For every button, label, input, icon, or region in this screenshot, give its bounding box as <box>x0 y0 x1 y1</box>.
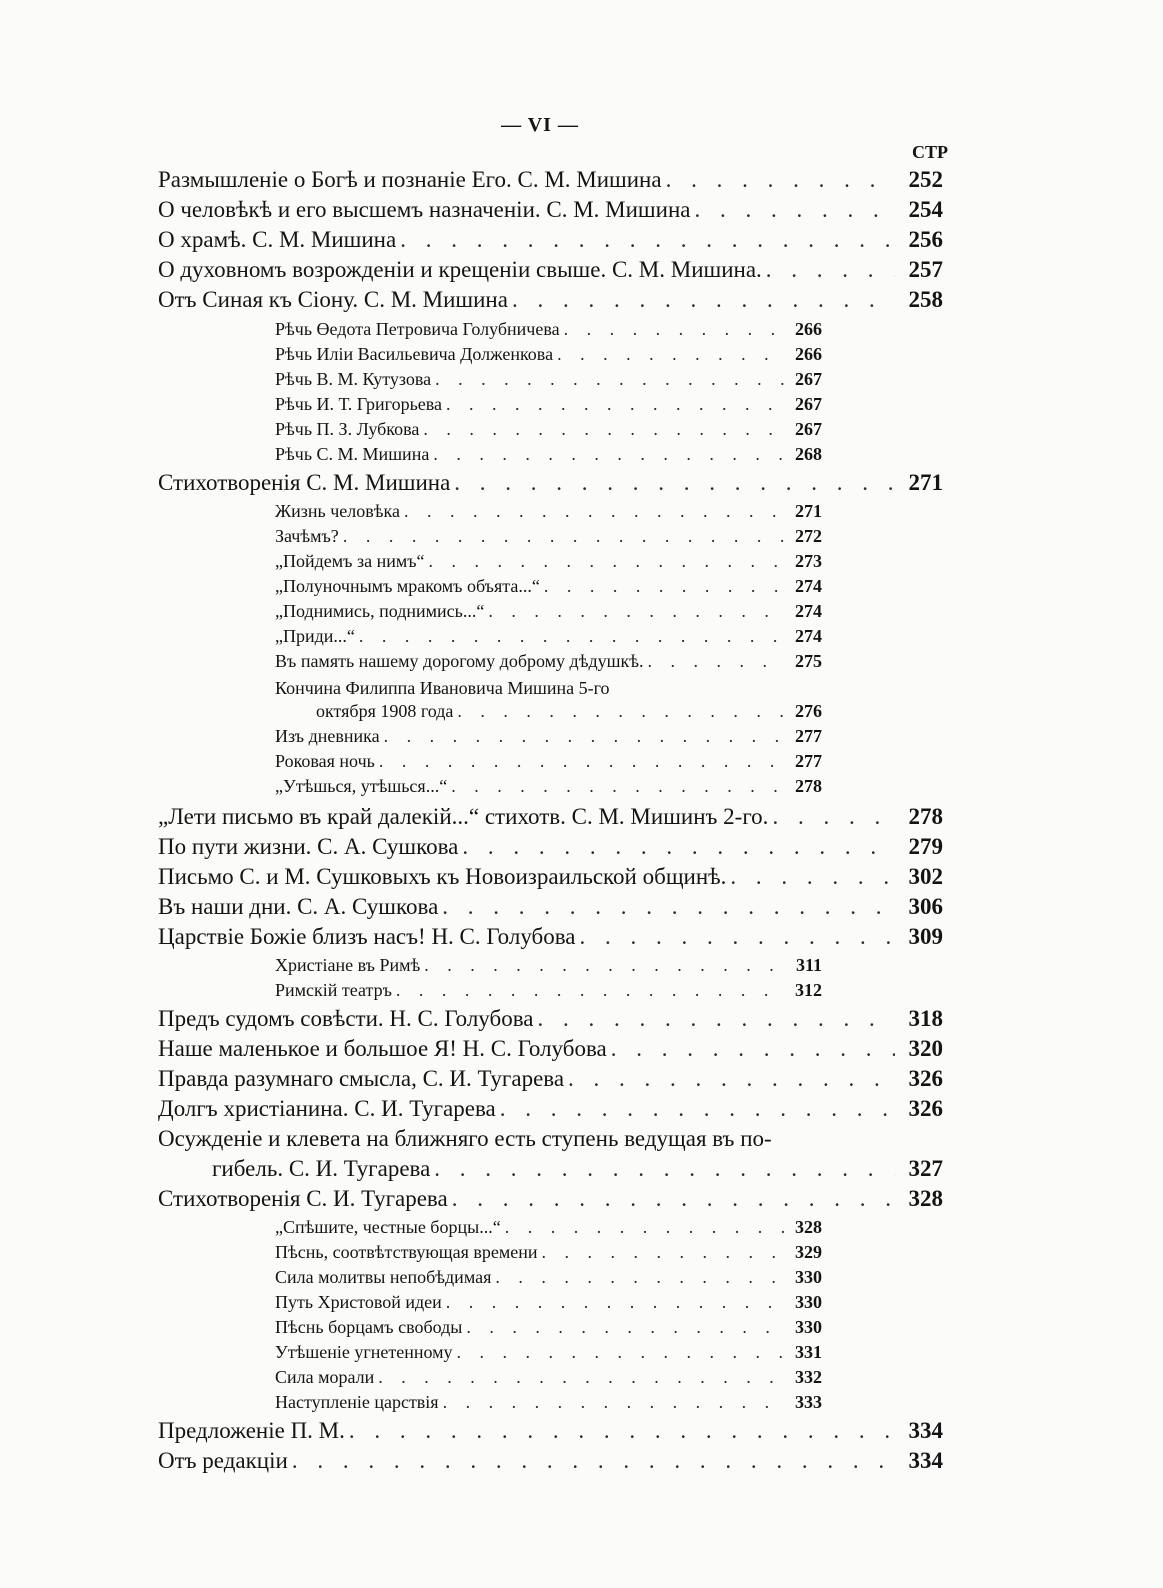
toc-subentry-title: Зачѣмъ? <box>275 526 339 546</box>
toc-subentry-page: 330 <box>795 1317 822 1337</box>
toc-entry-title: Царствіе Божіе близъ насъ! Н. С. Голубова <box>158 924 576 949</box>
toc-subentry[interactable] <box>275 501 822 526</box>
toc-subentry-title: Рѣчь Өедота Петровича Голубничева <box>275 319 560 339</box>
toc-subentry-title: Наступленіе царствія <box>275 1392 439 1412</box>
leader-dots <box>512 287 895 313</box>
leader-dots <box>648 651 784 672</box>
toc-subentry-page: 276 <box>795 701 822 721</box>
toc-entry-title: Долгъ христіанина. С. И. Тугарева <box>158 1096 496 1121</box>
toc-subentry-title: Рѣчь И. Т. Григорьева <box>275 394 443 414</box>
toc-subentry[interactable] <box>275 1342 822 1367</box>
toc-entry[interactable] <box>158 227 943 257</box>
toc-subentry[interactable] <box>275 444 822 469</box>
toc-subentry[interactable] <box>275 726 822 751</box>
leader-dots <box>666 167 895 193</box>
toc-entry[interactable] <box>158 924 943 954</box>
leader-dots <box>557 344 784 365</box>
toc-subentry-page: 274 <box>795 576 822 596</box>
toc-subentry[interactable] <box>316 701 822 726</box>
toc-subentry[interactable] <box>275 1367 822 1392</box>
leader-dots <box>433 444 784 465</box>
toc-subentry[interactable] <box>275 1292 822 1317</box>
leader-dots <box>343 526 784 547</box>
toc-subentry-title: Христіане въ Римѣ <box>275 955 421 975</box>
toc-subentry-title[interactable]: Кончина Филиппа Ивановича Мишина 5-го <box>275 678 610 698</box>
toc-subentry-page: 274 <box>795 601 822 621</box>
toc-entry-page: 326 <box>908 1096 943 1121</box>
toc-subentry-page: 271 <box>795 501 822 521</box>
leader-dots <box>505 1217 784 1238</box>
toc-entry[interactable] <box>158 257 943 287</box>
toc-subentry-page: 267 <box>795 419 822 439</box>
toc-entry-page: 279 <box>908 834 943 859</box>
toc-entry[interactable] <box>158 1448 943 1478</box>
toc-subentry-title: Рѣчь В. М. Кутузова <box>275 369 432 389</box>
toc-subentry-title: Пѣснь, соотвѣтствующая времени <box>275 1242 538 1262</box>
toc-subentry-page: 273 <box>795 551 822 571</box>
toc-entry-title: О храмѣ. С. М. Мишина <box>158 227 397 252</box>
toc-entry-title: Стихотворенія С. И. Тугарева <box>158 1186 448 1211</box>
toc-subentry-page: 311 <box>795 955 822 975</box>
leader-dots <box>400 227 895 253</box>
toc-entry[interactable] <box>158 287 943 317</box>
leader-dots <box>564 319 784 340</box>
toc-entry[interactable] <box>212 1156 943 1186</box>
leader-dots <box>466 1317 784 1338</box>
toc-entry-page: 252 <box>908 167 943 192</box>
toc-subentry[interactable] <box>275 1217 822 1242</box>
leader-dots <box>378 1367 784 1388</box>
toc-subentry[interactable] <box>275 419 822 444</box>
toc-entry-title: „Лети письмо въ край далекій...“ стихотв. С. М. Мишинъ 2-го. <box>158 804 769 829</box>
toc-entry-page: 328 <box>908 1186 943 1211</box>
toc-entry-page: 254 <box>908 197 943 222</box>
leader-dots <box>292 1448 895 1474</box>
toc-entry-title[interactable]: Осужденіе и клевета на ближняго есть ступень ведущая въ по- <box>158 1126 772 1151</box>
toc-subentry-page: 274 <box>795 626 822 646</box>
toc-entry[interactable] <box>158 197 943 227</box>
toc-subentry-page: 277 <box>795 726 822 746</box>
toc-entry[interactable] <box>158 894 943 924</box>
toc-entry-title: Размышленіе о Богѣ и познаніе Его. С. М. Мишина <box>158 167 662 192</box>
toc-subentry-title: Путь Христовой идеи <box>275 1292 442 1312</box>
toc-subentry-page: 330 <box>795 1292 822 1312</box>
toc-entry-title: Предложеніе П. М. <box>158 1418 345 1443</box>
toc-subentry-page: 268 <box>795 444 822 464</box>
toc-entry-title: гибель. С. И. Тугарева <box>212 1156 431 1181</box>
toc-subentry-title: октября 1908 года <box>316 701 454 721</box>
toc-subentry[interactable] <box>275 1267 822 1292</box>
toc-subentry[interactable] <box>275 551 822 576</box>
toc-subentry[interactable] <box>275 751 822 776</box>
toc-subentry-page: 272 <box>795 526 822 546</box>
leader-dots <box>568 1066 895 1092</box>
toc-entry-page: 326 <box>908 1066 943 1091</box>
toc-subentry-page: 329 <box>795 1242 822 1262</box>
leader-dots <box>442 894 895 920</box>
toc-subentry[interactable] <box>275 651 822 676</box>
leader-dots <box>359 626 784 647</box>
toc-subentry-page: 278 <box>795 776 822 796</box>
leader-dots <box>766 257 895 283</box>
toc-subentry[interactable] <box>275 369 822 394</box>
toc-subentry-page: 330 <box>795 1267 822 1287</box>
toc-subentry-page: 267 <box>795 369 822 389</box>
toc-entry-title: О человѣкѣ и его высшемъ назначеніи. С. М. Мишина <box>158 197 691 222</box>
toc-entry-title: О духовномъ возрожденіи и крещеніи свыше. С. М. Мишина. <box>158 257 762 282</box>
toc-subentry-title: Рѣчь Иліи Васильевича Долженкова <box>275 344 554 364</box>
column-header-page: СТР <box>912 142 948 162</box>
toc-subentry-title: Рѣчь С. М. Мишина <box>275 444 430 464</box>
toc-subentry[interactable] <box>275 626 822 651</box>
toc-subentry-page: 266 <box>795 319 822 339</box>
toc-entry[interactable] <box>158 1006 943 1036</box>
leader-dots <box>404 501 784 522</box>
toc-subentry-title: „Приди...“ <box>275 626 355 646</box>
leader-dots <box>384 726 784 747</box>
leader-dots <box>457 1342 784 1363</box>
toc-subentry-page: 333 <box>795 1392 822 1412</box>
toc-entry-page: 320 <box>908 1036 943 1061</box>
leader-dots <box>454 470 895 496</box>
toc-subentry-title: Жизнь человѣка <box>275 501 400 521</box>
leader-dots <box>451 776 784 797</box>
toc-entry[interactable] <box>158 1066 943 1096</box>
toc-entry-page: 257 <box>908 257 943 282</box>
toc-entry-page: 278 <box>908 804 943 829</box>
toc-entry-title: Наше маленькое и большое Я! Н. С. Голубова <box>158 1036 607 1061</box>
toc-entry-page: 256 <box>908 227 943 252</box>
leader-dots <box>452 1186 895 1212</box>
toc-subentry[interactable] <box>275 1317 822 1342</box>
toc-subentry[interactable] <box>275 319 822 344</box>
leader-dots <box>379 751 784 772</box>
toc-entry-page: 334 <box>908 1418 943 1443</box>
leader-dots <box>730 864 895 890</box>
toc-subentry[interactable] <box>275 526 822 551</box>
toc-subentry[interactable] <box>275 776 822 801</box>
leader-dots <box>500 1096 895 1122</box>
leader-dots <box>611 1036 895 1062</box>
toc-subentry-title: „Спѣшите, честные борцы...“ <box>275 1217 501 1237</box>
toc-subentry-page: 331 <box>795 1342 822 1362</box>
toc-entry-title: По пути жизни. С. А. Сушкова <box>158 834 459 859</box>
page-header: — VI — <box>501 114 579 136</box>
toc-subentry-page: 267 <box>795 394 822 414</box>
toc-entry[interactable] <box>158 1096 943 1126</box>
leader-dots <box>446 394 784 415</box>
toc-subentry-title: Сила морали <box>275 1367 375 1387</box>
toc-subentry-title: Изъ дневника <box>275 726 380 746</box>
toc-entry[interactable] <box>158 1186 943 1216</box>
leader-dots <box>434 1156 895 1182</box>
leader-dots <box>488 601 784 622</box>
toc-subentry-title: Роковая ночь <box>275 751 375 771</box>
toc-subentry[interactable] <box>275 601 822 626</box>
toc-subentry-title: Утѣшеніе угнетенному <box>275 1342 453 1362</box>
leader-dots <box>772 804 895 830</box>
toc-entry-title: Стихотворенія С. М. Мишина <box>158 470 451 495</box>
toc-entry-page: 306 <box>908 894 943 919</box>
toc-subentry-title: Въ память нашему дорогому доброму дѣдушкѣ. <box>275 651 644 671</box>
leader-dots <box>537 1006 895 1032</box>
leader-dots <box>429 551 784 572</box>
toc-entry-page: 334 <box>908 1448 943 1473</box>
toc-subentry-title: „Утѣшься, утѣшься...“ <box>275 776 448 796</box>
toc-entry-title: Правда разумнаго смысла, С. И. Тугарева <box>158 1066 565 1091</box>
leader-dots <box>462 834 895 860</box>
toc-subentry-title: Пѣснь борцамъ свободы <box>275 1317 463 1337</box>
toc-subentry-title: „Поднимись, поднимись...“ <box>275 601 485 621</box>
leader-dots <box>446 1292 784 1313</box>
toc-entry-page: 271 <box>908 470 943 495</box>
toc-subentry-page: 277 <box>795 751 822 771</box>
toc-subentry-title: Сила молитвы непобѣдимая <box>275 1267 492 1287</box>
toc-subentry-title: Рѣчь П. З. Лубкова <box>275 419 420 439</box>
toc-entry[interactable] <box>158 864 943 894</box>
toc-subentry-page: 266 <box>795 344 822 364</box>
toc-entry[interactable] <box>158 834 943 864</box>
toc-entry-title: Въ наши дни. С. А. Сушкова <box>158 894 439 919</box>
toc-entry-title: Отъ Синая къ Сіону. С. М. Мишина <box>158 287 508 312</box>
leader-dots <box>424 955 784 976</box>
leader-dots <box>542 1242 784 1263</box>
toc-subentry[interactable] <box>275 980 822 1005</box>
leader-dots <box>396 980 784 1001</box>
toc-entry-title: Отъ редакціи <box>158 1448 288 1473</box>
toc-subentry-title: Римскій театръ <box>275 980 392 1000</box>
toc-subentry-page: 275 <box>795 651 822 671</box>
toc-subentry-page: 328 <box>795 1217 822 1237</box>
toc-subentry-title: „Пойдемъ за нимъ“ <box>275 551 425 571</box>
toc-entry-page: 309 <box>908 924 943 949</box>
leader-dots <box>435 369 784 390</box>
leader-dots <box>423 419 784 440</box>
toc-entry-title: Предъ судомъ совѣсти. Н. С. Голубова <box>158 1006 534 1031</box>
toc-subentry[interactable] <box>275 1242 822 1267</box>
leader-dots <box>443 1392 784 1413</box>
toc-entry-title: Письмо С. и М. Сушковыхъ къ Новоизраильской общинѣ. <box>158 864 727 889</box>
leader-dots <box>495 1267 784 1288</box>
toc-entry-page: 258 <box>908 287 943 312</box>
toc-entry[interactable] <box>158 1036 943 1066</box>
toc-entry[interactable] <box>158 167 943 197</box>
leader-dots <box>694 197 895 223</box>
leader-dots <box>580 924 895 950</box>
toc-subentry[interactable] <box>275 394 822 419</box>
toc-subentry[interactable] <box>275 344 822 369</box>
toc-entry-page: 302 <box>908 864 943 889</box>
leader-dots <box>349 1418 895 1444</box>
toc-subentry[interactable] <box>275 955 822 980</box>
leader-dots <box>544 576 784 597</box>
toc-subentry-page: 312 <box>795 980 822 1000</box>
toc-subentry-page: 332 <box>795 1367 822 1387</box>
toc-entry-page: 327 <box>908 1156 943 1181</box>
leader-dots <box>457 701 784 722</box>
toc-subentry-title: „Полуночнымъ мракомъ объята...“ <box>275 576 540 596</box>
toc-entry-page: 318 <box>908 1006 943 1031</box>
toc-subentry[interactable] <box>275 1392 822 1417</box>
toc-subentry[interactable] <box>275 576 822 601</box>
toc-entry[interactable] <box>158 1418 943 1448</box>
toc-entry[interactable] <box>158 804 943 834</box>
toc-entry[interactable] <box>158 470 943 500</box>
